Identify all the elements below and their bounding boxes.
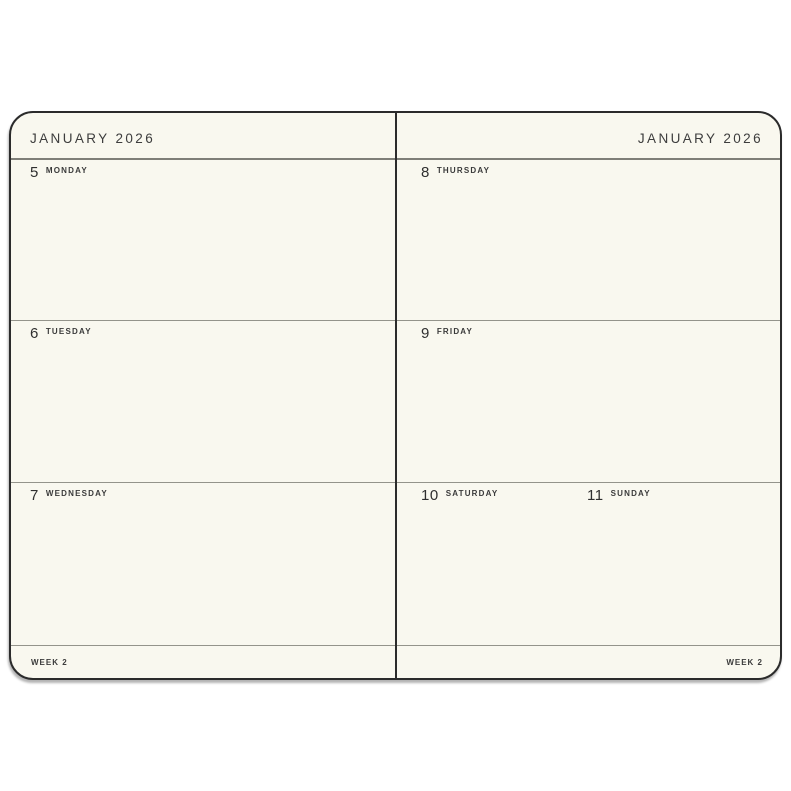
right-page	[397, 113, 780, 678]
month-year-label: JANUARY 2026	[30, 131, 156, 146]
month-year-label: JANUARY 2026	[637, 131, 763, 146]
day-name-label: WEDNESDAY	[45, 489, 108, 498]
day-cell-tuesday	[11, 321, 395, 483]
week-number-label: WEEK 2	[726, 657, 763, 667]
day-name-label: TUESDAY	[45, 327, 92, 336]
right-page-footer	[397, 646, 780, 678]
week-number-label: WEEK 2	[31, 657, 68, 667]
day-number: 11	[587, 487, 604, 504]
left-page-header	[11, 113, 395, 160]
right-page-header	[397, 113, 780, 160]
day-number: 8	[421, 164, 430, 181]
day-label-sunday	[587, 489, 651, 502]
day-name-label: SATURDAY	[445, 489, 499, 498]
day-number: 10	[421, 487, 439, 504]
planner-week-spread	[9, 111, 782, 680]
day-name-label: MONDAY	[45, 166, 88, 175]
left-page	[11, 113, 395, 678]
day-name-label: FRIDAY	[436, 327, 474, 336]
day-name-label: THURSDAY	[436, 166, 491, 175]
day-label-saturday	[421, 489, 498, 502]
day-label	[30, 166, 88, 179]
day-cell-saturday-sunday	[397, 483, 780, 646]
left-page-footer	[11, 646, 395, 678]
day-label	[30, 489, 108, 502]
day-label	[421, 166, 490, 179]
day-number: 5	[30, 164, 39, 181]
day-number: 7	[30, 487, 39, 504]
day-label	[30, 327, 92, 340]
day-cell-wednesday	[11, 483, 395, 646]
day-label	[421, 327, 473, 340]
day-number: 9	[421, 325, 430, 342]
day-cell-thursday	[397, 160, 780, 321]
day-name-label: SUNDAY	[610, 489, 651, 498]
day-number: 6	[30, 325, 39, 342]
day-cell-friday	[397, 321, 780, 483]
day-cell-monday	[11, 160, 395, 321]
